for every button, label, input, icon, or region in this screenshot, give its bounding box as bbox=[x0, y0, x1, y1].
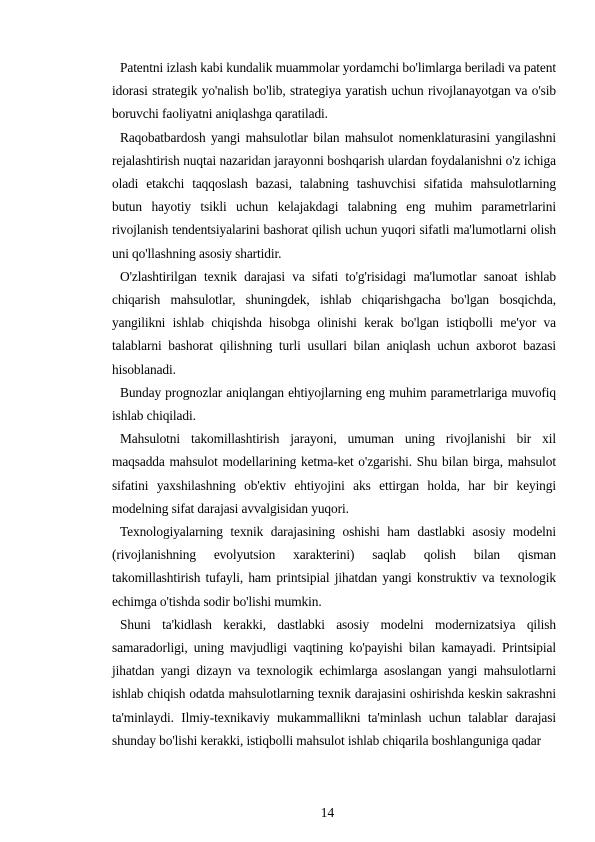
paragraph-4: Bunday prognozlar aniqlangan ehtiyojlarning eng muhim parametrlariga muvofiq ishlab chiqiladi. bbox=[112, 384, 556, 424]
paragraph-5: Mahsulotni takomillashtirish jarayoni, umuman uning rivojlanishi bir xil maqsadda mahsulot modellarining ketma-ket o'zgarishi. Shu bilan birga, mahsulot sifatini yaxshilashning ob'ektiv ehtiyojini aks ettirgan holda, har bir keyingi modelning sifat darajasi avvalgisidan yuqori. bbox=[112, 431, 556, 516]
paragraph-3: O'zlashtirilgan texnik darajasi va sifati to'g'risidagi ma'lumotlar sanoat ishlab chiqarish mahsulotlar, shuningdek, ishlab chiqarishgacha bo'lgan bosqichda, yangilikni ishlab chiqishda hisobga olinishi kerak bo'lgan istiqbolli me'yor va talablarni bashorat qilishning turli usullari bilan aniqlash uchun axborot bazasi hisoblanadi. bbox=[112, 268, 556, 377]
paragraph-7: Shuni ta'kidlash kerakki, dastlabki asosiy modelni modernizatsiya qilish samaradorligi, uning mavjudligi vaqtining ko'payishi bilan kamayadi. Printsipial jihatdan yangi dizayn va texnologik echimlarga asoslangan yangi mahsulotlarni ishlab chiqish odatda mahsulotlarning texnik darajasini oshirishda keskin sakrashni ta'minlaydi. Ilmiy-texnikaviy mukammallikni ta'minlash uchun talablar darajasi shunday bo'lishi kerakki, istiqbolli mahsulot ishlab chiqarila boshlanguniga qadar bbox=[112, 616, 556, 748]
paragraph-2: Raqobatbardosh yangi mahsulotlar bilan mahsulot nomenklaturasini yangilashni rejalashtirish nuqtai nazaridan jarayonni boshqarish ulardan foydalanishni o'z ichiga oladi etakchi taqqoslash bazasi, talabning tashuvchisi sifatida mahsulotlarning butun hayotiy tsikli uchun kelajakdagi talabning eng muhim parametrlarini rivojlanish tendentsiyalarini bashorat qilish uchun yuqori sifatli ma'lumotlarni olish uni qo'llashning asosiy shartidir. bbox=[112, 129, 556, 261]
page-number: 14 bbox=[320, 805, 335, 820]
document-page bbox=[112, 56, 556, 752]
paragraph-6: Texnologiyalarning texnik darajasining oshishi ham dastlabki asosiy modelni (rivojlanishning evolyutsion xarakterini) saqlab qolish bilan qisman takomillashtirish tufayli, ham printsipial jihatdan yangi konstruktiv va texnologik echimga o'tishda sodir bo'lishi mumkin. bbox=[112, 524, 556, 609]
paragraph-1: Patentni izlash kabi kundalik muammolar yordamchi bo'limlarga beriladi va patent idorasi strategik yo'nalish bo'lib, strategiya yaratish uchun rivojlanayotgan va o'sib boruvchi faoliyatni aniqlashga qaratiladi. bbox=[112, 60, 556, 122]
